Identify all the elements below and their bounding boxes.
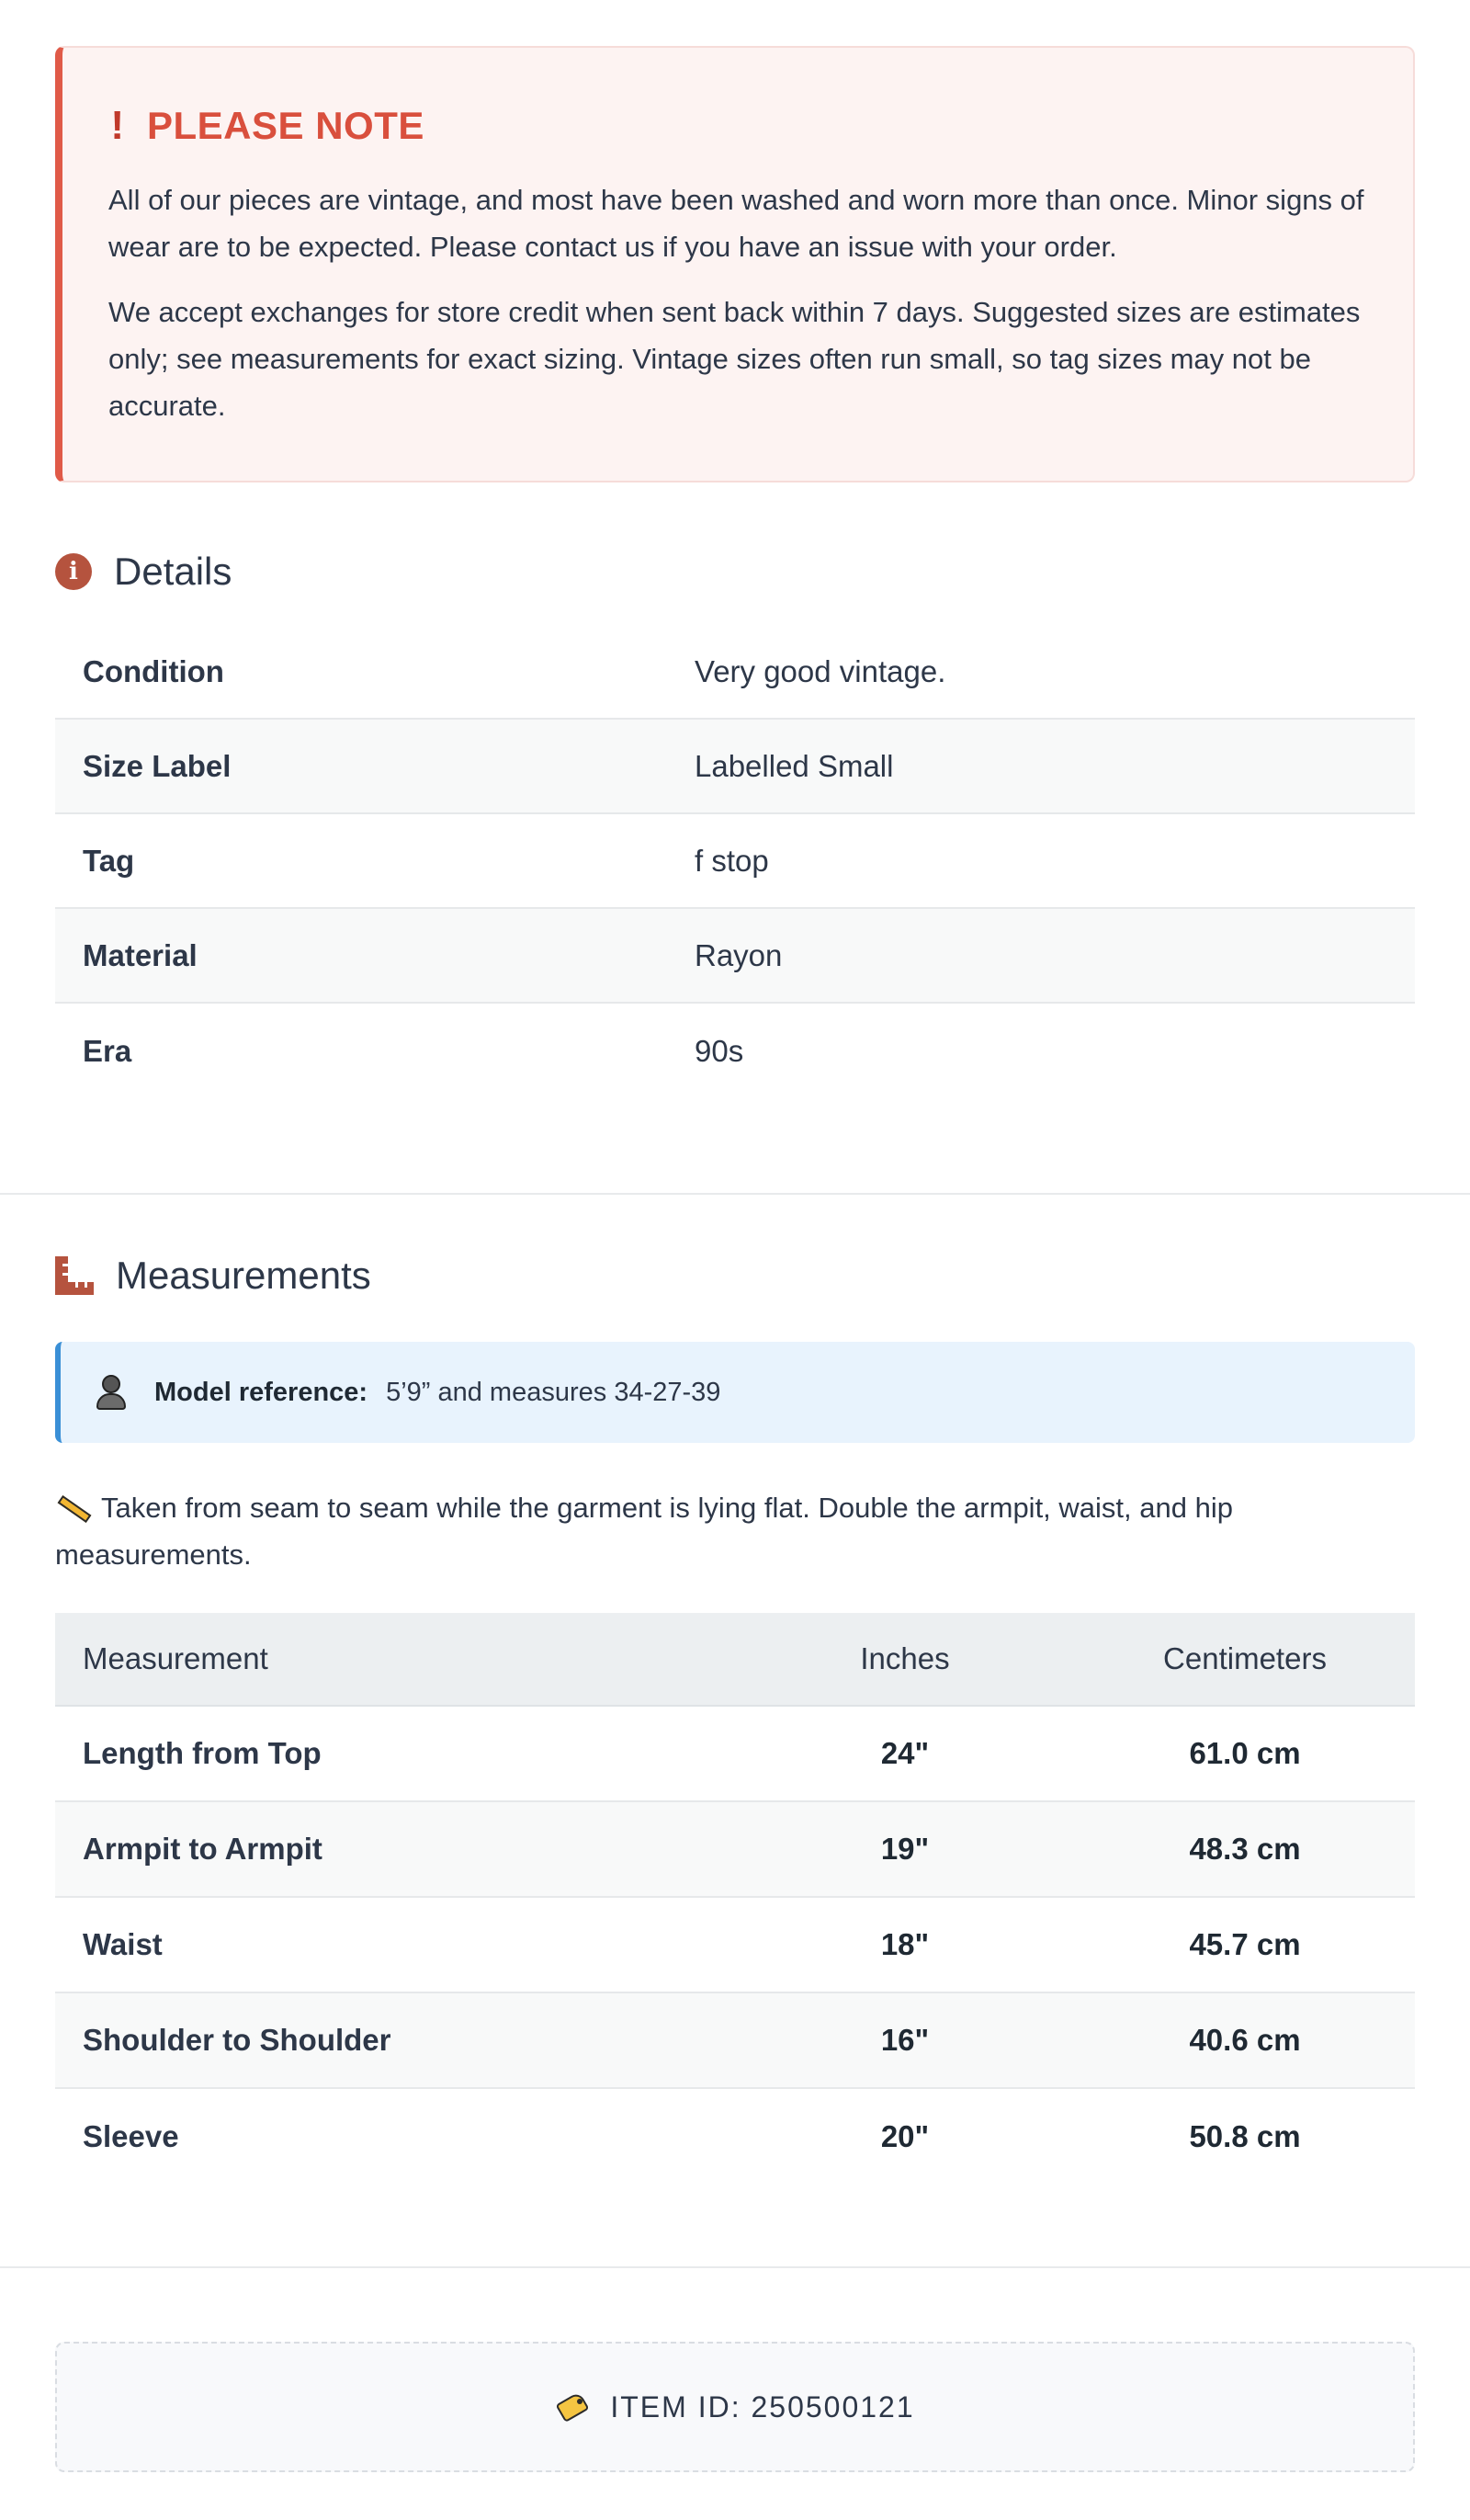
- table-row: [55, 720, 1415, 814]
- item-id-text: ITEM ID: 250500121: [610, 2389, 915, 2424]
- table-row: [55, 1707, 1415, 1802]
- ruler-icon: [55, 1256, 94, 1295]
- info-icon: i: [55, 553, 92, 590]
- table-header: [55, 1613, 1415, 1707]
- pencil-icon: [55, 1497, 92, 1519]
- person-icon: [96, 1375, 127, 1410]
- measurement-inches: 16": [880, 2023, 930, 2057]
- measurements-heading: [55, 1254, 371, 1298]
- detail-value: 90s: [695, 1033, 744, 1068]
- tag-icon: [555, 2391, 592, 2423]
- detail-label: Material: [83, 937, 198, 972]
- measurement-inches: 18": [880, 1927, 930, 1961]
- model-reference: [55, 1342, 1415, 1443]
- measurement-cm: 48.3 cm: [1189, 1832, 1301, 1866]
- measurement-name: Shoulder to Shoulder: [83, 2023, 391, 2057]
- measurement-inches: 20": [880, 2119, 930, 2153]
- detail-value: Labelled Small: [695, 748, 894, 783]
- measurement-inches: 24": [880, 1736, 930, 1770]
- detail-value: Very good vintage.: [695, 653, 946, 688]
- notice-paragraph: All of our pieces are vintage, and most have been washed and worn more than once. Minor signs of wear are to be expected. Please contact us if you have an issue with your order.: [108, 184, 1364, 263]
- detail-label: Era: [83, 1033, 132, 1068]
- section-divider: [0, 1193, 1470, 1195]
- measurement-cm: 61.0 cm: [1189, 1736, 1301, 1770]
- measurement-name: Length from Top: [83, 1736, 322, 1770]
- measurement-cm: 50.8 cm: [1189, 2119, 1301, 2153]
- table-row: [55, 1004, 1415, 1098]
- details-heading-text: Details: [114, 550, 232, 593]
- details-heading: [55, 550, 232, 594]
- table-row: [55, 909, 1415, 1004]
- table-row: [55, 814, 1415, 909]
- measurement-name: Waist: [83, 1927, 163, 1961]
- item-id-box: [55, 2342, 1415, 2472]
- column-header: Centimeters: [1163, 1641, 1327, 1675]
- measurement-note-text: Taken from seam to seam while the garment is lying flat. Double the armpit, waist, and hip measurements.: [55, 1492, 1233, 1571]
- notice-box: [55, 46, 1415, 482]
- measurement-inches: 19": [880, 1832, 930, 1866]
- details-table: [55, 625, 1415, 1098]
- notice-title: [108, 103, 1367, 149]
- measurement-name: Armpit to Armpit: [83, 1832, 322, 1866]
- table-row: [55, 1802, 1415, 1898]
- section-divider: [0, 2266, 1470, 2268]
- notice-paragraph: We accept exchanges for store credit when sent back within 7 days. Suggested sizes are estimates only; see measurements for exact sizing. Vintage sizes often run small, so tag sizes may not be accurate.: [108, 296, 1361, 422]
- measurement-cm: 45.7 cm: [1189, 1927, 1301, 1961]
- measurement-name: Sleeve: [83, 2119, 179, 2153]
- column-header: Inches: [860, 1641, 950, 1675]
- table-row: [55, 1898, 1415, 1993]
- measurement-cm: 40.6 cm: [1189, 2023, 1301, 2057]
- measurements-table: [55, 1613, 1415, 2185]
- detail-value: f stop: [695, 843, 769, 878]
- model-reference-value: 5’9” and measures 34-27-39: [386, 1377, 721, 1407]
- exclamation-icon: !: [110, 103, 125, 148]
- detail-label: Condition: [83, 653, 224, 688]
- notice-title-text: PLEASE NOTE: [147, 104, 424, 147]
- detail-value: Rayon: [695, 937, 783, 972]
- detail-label: Tag: [83, 843, 135, 878]
- table-row: [55, 2089, 1415, 2185]
- table-body: [55, 1707, 1415, 2185]
- column-header: Measurement: [83, 1641, 268, 1675]
- measurement-note: [55, 1484, 1415, 1578]
- measurements-heading-text: Measurements: [116, 1254, 371, 1297]
- table-row: [55, 1993, 1415, 2089]
- table-row: [55, 625, 1415, 720]
- model-reference-label: Model reference:: [154, 1377, 368, 1407]
- detail-label: Size Label: [83, 748, 232, 783]
